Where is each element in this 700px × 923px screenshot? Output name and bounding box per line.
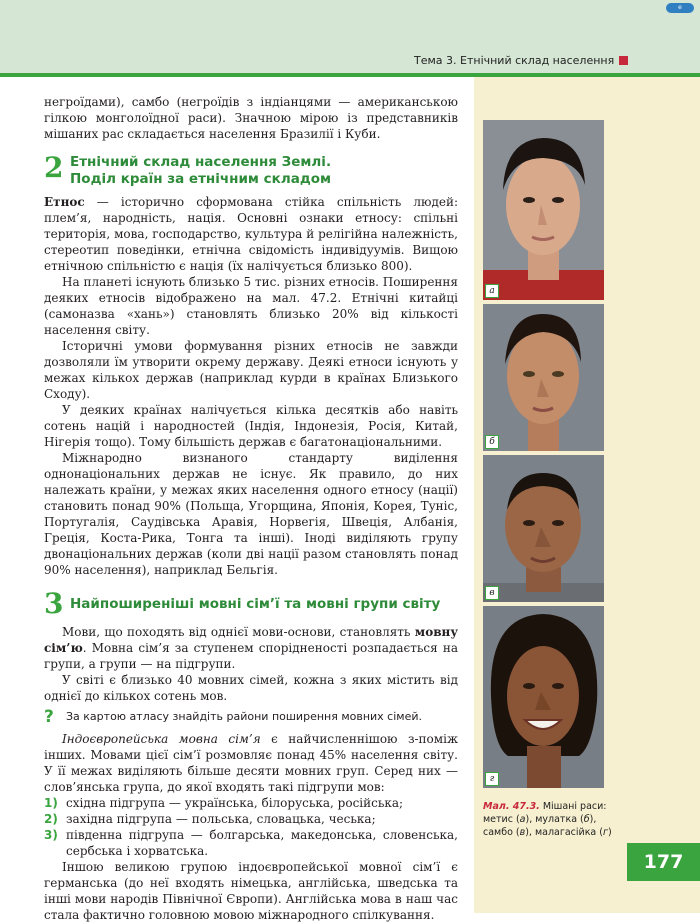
term: Етнос bbox=[44, 195, 85, 209]
caption-label: Мал. 47.3. bbox=[483, 801, 540, 812]
term: мовну сім’ю bbox=[44, 625, 458, 655]
language-family-definition: Мови, що походять від однієї мови-основи, становлять мовну сім’ю. Мовна сім’я за ступенем спорідненості розпадається на групи, а групи — на підгрупи. bbox=[44, 625, 458, 671]
paragraph: У світі є близько 40 мовних сімей, кожна з яких містить від однієї до кількох сотень мов. bbox=[44, 673, 458, 703]
figure-label: г bbox=[485, 772, 499, 786]
page-number: 177 bbox=[627, 843, 700, 881]
section-3-heading bbox=[44, 587, 458, 620]
paragraph: На планеті існують близько 5 тис. різних етносів. Поширення деяких етносів відображено на мал. 47.2. Етнічні китайці (самоназва «хань») становлять близько 20% від кількості населення світу. bbox=[44, 275, 458, 337]
paragraph: Міжнародно визнаного стандарту виділення однонаціональних держав не існує. Як правило, до них належать країни, у межах яких населення одного етносу (нації) становить понад 90% (Польща, Угорщина, Японія, Корея, Туніс, Португалія, Саудівська Аравія, Норвегія, Швеція, Албанія, Греція, Коста-Рика, Тонга та інші). Іноді виділяють групу двонаціональних держав (коли дві нації разом становлять понад 90% населення), наприклад Бельгія. bbox=[44, 451, 458, 577]
question-icon: ? bbox=[44, 707, 54, 727]
list-item: 3) південна підгрупа — болгарська, македонська, словенська, сербська і хорватська. bbox=[44, 828, 458, 858]
term: Індоєвропейська мовна сім’я bbox=[62, 732, 261, 746]
question-text: За картою атласу знайдіть райони поширення мовних сімей. bbox=[66, 710, 423, 723]
section-title-line: Етнічний склад населення Землі. bbox=[70, 154, 332, 170]
portrait-c bbox=[483, 455, 604, 602]
portrait-b bbox=[483, 304, 604, 451]
figure-label: в bbox=[485, 586, 499, 600]
list-item: 1) східна підгрупа — українська, білоруська, російська; bbox=[44, 796, 404, 810]
question-row bbox=[44, 709, 458, 725]
intro-paragraph: негроїдами), самбо (негроїдів з індіанцями — американською гілкою монголоїдної раси). Значною мірою із представників мішаних рас складається населення Бразилії і Куби. bbox=[44, 95, 458, 141]
section-2-heading bbox=[44, 151, 458, 188]
list-item: 2) західна підгрупа — польська, словацька, чеська; bbox=[44, 812, 376, 826]
publisher-logo[interactable]: e bbox=[666, 3, 694, 13]
section-title-line: Найпоширеніші мовні сім’ї та мовні групи світу bbox=[70, 596, 441, 612]
paragraph: У деяких країнах налічується кілька десятків або навіть сотень націй і народностей (Індія, Індонезія, Росія, Китай, Нігерія тощо). Тому більшість держав є багатонаціональними. bbox=[44, 403, 458, 449]
header-marker-icon bbox=[619, 56, 628, 65]
figure-caption: Мал. 47.3. Мішані раси: метис (а), мулатка (б), самбо (в), малагасійка (г) bbox=[483, 801, 612, 838]
paragraph: Індоєвропейська мовна сім’я є найчисленнішою з-поміж інших. Мовами цієї сім’ї розмовляє понад 45% населення світу. У її межах виділяють більше десяти мовних груп. Серед них — слов’янська група, до якої входять такі підгрупи мов: bbox=[44, 732, 458, 794]
running-header-title: Тема 3. Етнічний склад населення bbox=[414, 54, 615, 67]
paragraph: Історичні умови формування різних етносів не завжди дозволяли їм утворити окрему державу. Деякі етноси існують у межах кількох держав (наприклад курди в країнах Близького Сходу). bbox=[44, 339, 458, 401]
figure-label: а bbox=[485, 284, 499, 298]
main-text-column bbox=[44, 94, 458, 923]
portrait-d bbox=[483, 606, 604, 788]
ethnos-definition: Етнос — історично сформована стійка спільність людей: плем’я, народність, нація. Основні ознаки етносу: спільні територія, мова, господарство, культура й релігійна належність, стереотип поведінки, етнічна свідомість індивідуумів. Вищою етнічною спільністю є нація (їх налічується близько 800). bbox=[44, 195, 458, 273]
section-number: 3 bbox=[44, 587, 64, 620]
paragraph: Іншою великою групою індоєвропейської мовної сім’ї є германська (до неї входять німецька, англійська, шведська та інші мови народів Північної Європи). Англійська мова в наш час стала фактично головною мовою міжнародного спілкування. bbox=[44, 860, 458, 922]
section-number: 2 bbox=[44, 151, 64, 184]
portrait-a bbox=[483, 120, 604, 300]
section-title-line: Поділ країн за етнічним складом bbox=[70, 171, 332, 187]
figure-label: б bbox=[485, 435, 499, 449]
